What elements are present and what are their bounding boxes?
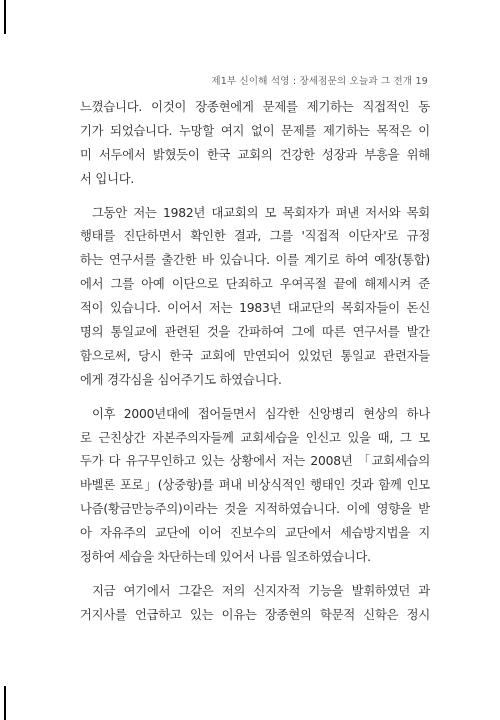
text-line: 에서 그를 아예 이단으로 단죄하고 우여곡절 끝에 해제시켜 준 [80, 277, 430, 292]
paragraph-3 [80, 403, 430, 570]
running-header: 제1부 신이해 석영 : 장세점문의 오늘과 그 전개 19 [211, 76, 428, 87]
text-line: 명의 통일교에 관련된 것을 간파하여 그에 따른 연구서를 발간 [80, 325, 430, 340]
text-line: 두가 다 유구무인하고 있는 상황에서 저는 2008년 「교회세습의 [80, 454, 430, 469]
text-line: 미 서두에서 밝혔듯이 한국 교회의 건강한 성장과 부흥을 위해 [80, 147, 430, 162]
text-line: 바벨론 포로」(상중항)를 펴내 비상식적인 행태인 것과 함께 인모 [80, 478, 430, 493]
text-line: 나즘(황금만능주의)이라는 것을 지적하였습니다. 이에 영향을 받 [80, 502, 430, 517]
paragraph-4 [80, 580, 430, 628]
body-text [80, 96, 430, 628]
text-line: 적이 있습니다. 이어서 저는 1983년 대교단의 목회자들이 돈신 [80, 301, 430, 316]
text-line: 아 자유주의 교단에 이어 진보수의 교단에서 세습방지법을 지 [80, 526, 430, 541]
text-line: 지금 여기에서 그같은 저의 신지자적 기능을 발휘하였던 과 [92, 583, 430, 598]
text-line: 정하여 세습을 차단하는데 있어서 나름 일조하였습니다. [80, 550, 371, 565]
text-line: 함으로써, 당시 한국 교회에 만연되어 있었던 통일교 관련자들 [80, 348, 430, 363]
text-line: 에게 경각심을 심어주기도 하였습니다. [80, 372, 282, 387]
text-line: 하는 연구서를 출간한 바 있습니다. 이를 계기로 하여 예장(통합) [80, 253, 430, 268]
text-line: 행태를 진단하면서 확인한 결과, 그를 '직접적 이단자'로 규정 [80, 229, 430, 244]
crop-mark-bottom [4, 686, 6, 720]
text-line: 로 근친상간 자본주의자들께 교회세습을 인신고 있을 때, 그 모 [80, 430, 430, 445]
text-line: 서 입니다. [80, 171, 135, 186]
text-line: 기가 되었습니다. 누망할 여지 없이 문제를 제기하는 목적은 이 [80, 123, 430, 138]
text-line: 이후 2000년대에 접어들면서 심각한 신앙병리 현상의 하나 [92, 406, 430, 421]
crop-mark-top [4, 0, 6, 34]
paragraph-2 [80, 202, 430, 393]
text-line: 거지사를 언급하고 있는 이유는 장종현의 학문적 신학은 정시 [80, 607, 430, 622]
paragraph-1 [80, 96, 430, 192]
text-line: 그동안 저는 1982년 대교회의 모 목회자가 펴낸 저서와 목회 [92, 205, 430, 220]
text-line: 느꼈습니다. 이것이 장종현에게 문제를 제기하는 직접적인 동 [80, 100, 430, 114]
